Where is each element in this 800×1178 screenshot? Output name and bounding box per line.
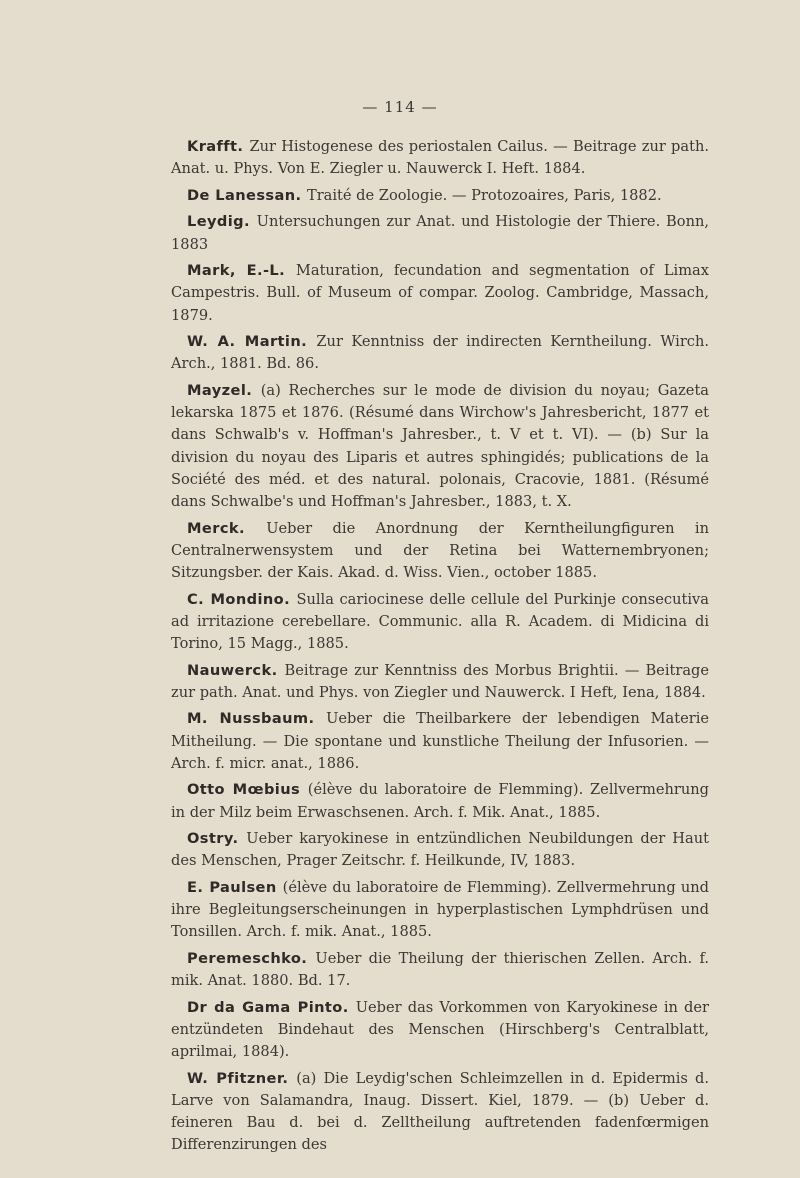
entry-author: Mayzel.	[187, 381, 253, 399]
bibliography-entry	[171, 136, 709, 180]
bibliography-entry	[171, 828, 709, 872]
entry-author: W. Pfitzner.	[187, 1069, 289, 1087]
bibliography-entry	[171, 518, 709, 585]
bibliography-entry	[171, 660, 709, 704]
entry-text: Sulla cariocinese delle cellule del Purkinje consecutiva ad irritazione cerebellare. Communic. alla R. Academ. di Midicina di Torino, 15 Magg., 1885.	[171, 590, 709, 652]
entry-author: Merck.	[187, 519, 245, 537]
bibliography-entry	[171, 211, 709, 255]
entry-text: Ueber die Theilbarkere der lebendigen Materie Mitheilung. — Die spontane und kunstliche Theilung der Infusorien. — Arch. f. micr. anat., 1886.	[171, 710, 709, 772]
entry-text: Untersuchungen zur Anat. und Histologie der Thiere. Bonn, 1883	[171, 213, 710, 253]
entry-author: W. A. Martin.	[187, 333, 308, 351]
entry-text: Maturation, fecundation and segmentation of Limax Campestris. Bull. of Museum of compar. Zoolog. Cambridge, Massach, 1879.	[171, 262, 709, 324]
entry-author: Nauwerck.	[187, 661, 278, 679]
entry-text: Traité de Zoologie. — Protozoaires, Paris, 1882.	[306, 186, 662, 204]
bibliography-entry	[171, 708, 709, 775]
bibliography-entry	[171, 331, 709, 375]
entry-text: (élève du laboratoire de Flemming). Zellvermehrung in der Milz beim Erwaschsenen. Arch. f. Mik. Anat., 1885.	[171, 781, 710, 821]
entry-author: C. Mondino.	[187, 590, 291, 608]
bibliography-entry	[171, 380, 709, 513]
entry-text: Beitrage zur Kenntniss des Morbus Brightii. — Beitrage zur path. Anat. und Phys. von Ziegler und Nauwerck. I Heft, Iena, 1884.	[171, 661, 710, 701]
entry-author: Krafft.	[187, 138, 244, 155]
entry-author: Peremeschko.	[187, 949, 308, 967]
entry-author: M. Nussbaum.	[187, 710, 315, 728]
bibliography-entry	[171, 948, 709, 992]
bibliography-entry	[171, 260, 709, 327]
entry-author: Leydig.	[187, 213, 250, 231]
entry-text: (a) Die Leydig'schen Schleimzellen in d. Epidermis d. Larve von Salamandra, Inaug. Dissert. Kiel, 1879. — (b) Ueber d. feineren Bau d. bei d. Zelltheilung auftretenden fadenfœrmigen Differenzirungen des	[171, 1069, 709, 1154]
bibliography-list	[171, 136, 709, 1161]
page-number: — 114 —	[362, 98, 438, 116]
entry-text: (élève du laboratoire de Flemming). Zellvermehrung und ihre Begleitungserscheinungen in hyperplastischen Lymphdrüsen und Tonsillen. Arch. f. mik. Anat., 1885.	[171, 878, 709, 941]
entry-text: Ueber karyokinese in entzündlichen Neubildungen der Haut des Menschen, Prager Zeitschr. f. Heilkunde, IV, 1883.	[171, 830, 709, 870]
bibliography-entry	[171, 589, 709, 656]
entry-text: Zur Histogenese des periostalen Cailus. — Beitrage zur path. Anat. u. Phys. Von E. Ziegler u. Nauwerck I. Heft. 1884.	[171, 138, 709, 178]
entry-author: Ostry.	[187, 830, 239, 848]
bibliography-entry	[171, 779, 709, 823]
bibliography-entry	[171, 185, 709, 207]
bibliography-entry	[171, 997, 709, 1064]
entry-text: Zur Kenntniss der indirecten Kerntheilung. Wirch. Arch., 1881. Bd. 86.	[171, 333, 710, 373]
entry-author: Otto Mœbius	[187, 781, 301, 799]
entry-author: Mark, E.-L.	[187, 262, 286, 280]
entry-author: E. Paulsen	[187, 878, 277, 896]
bibliography-entry	[171, 1068, 709, 1157]
bibliography-entry	[171, 877, 709, 944]
entry-text: (a) Recherches sur le mode de division du noyau; Gazeta lekarska 1875 et 1876. (Résumé dans Wirchow's Jahresbericht, 1877 et dans Schwalb's v. Hoffman's Jahresber., t. V et t. VI). — (b) Sur la division du noyau des Liparis et autres sphingidés; publications de la Société des méd. et des natural. polonais, Cracovie, 1881. (Résumé dans Schwalbe's und Hoffman's Jahresber., 1883, t. X.	[171, 381, 710, 510]
entry-author: Dr da Gama Pinto.	[187, 998, 349, 1016]
entry-author: De Lanessan.	[187, 186, 302, 204]
entry-text: Ueber die Theilung der thierischen Zellen. Arch. f. mik. Anat. 1880. Bd. 17.	[171, 949, 709, 990]
entry-text: Ueber die Anordnung der Kerntheilungfiguren in Centralnerwensystem und der Retina bei Watternembryonen; Sitzungsber. der Kais. Akad. d. Wiss. Vien., october 1885.	[171, 519, 709, 581]
entry-text: Ueber das Vorkommen von Karyokinese in der entzündeten Bindehaut des Menschen (Hirschberg's Centralblatt, aprilmai, 1884).	[171, 998, 710, 1061]
